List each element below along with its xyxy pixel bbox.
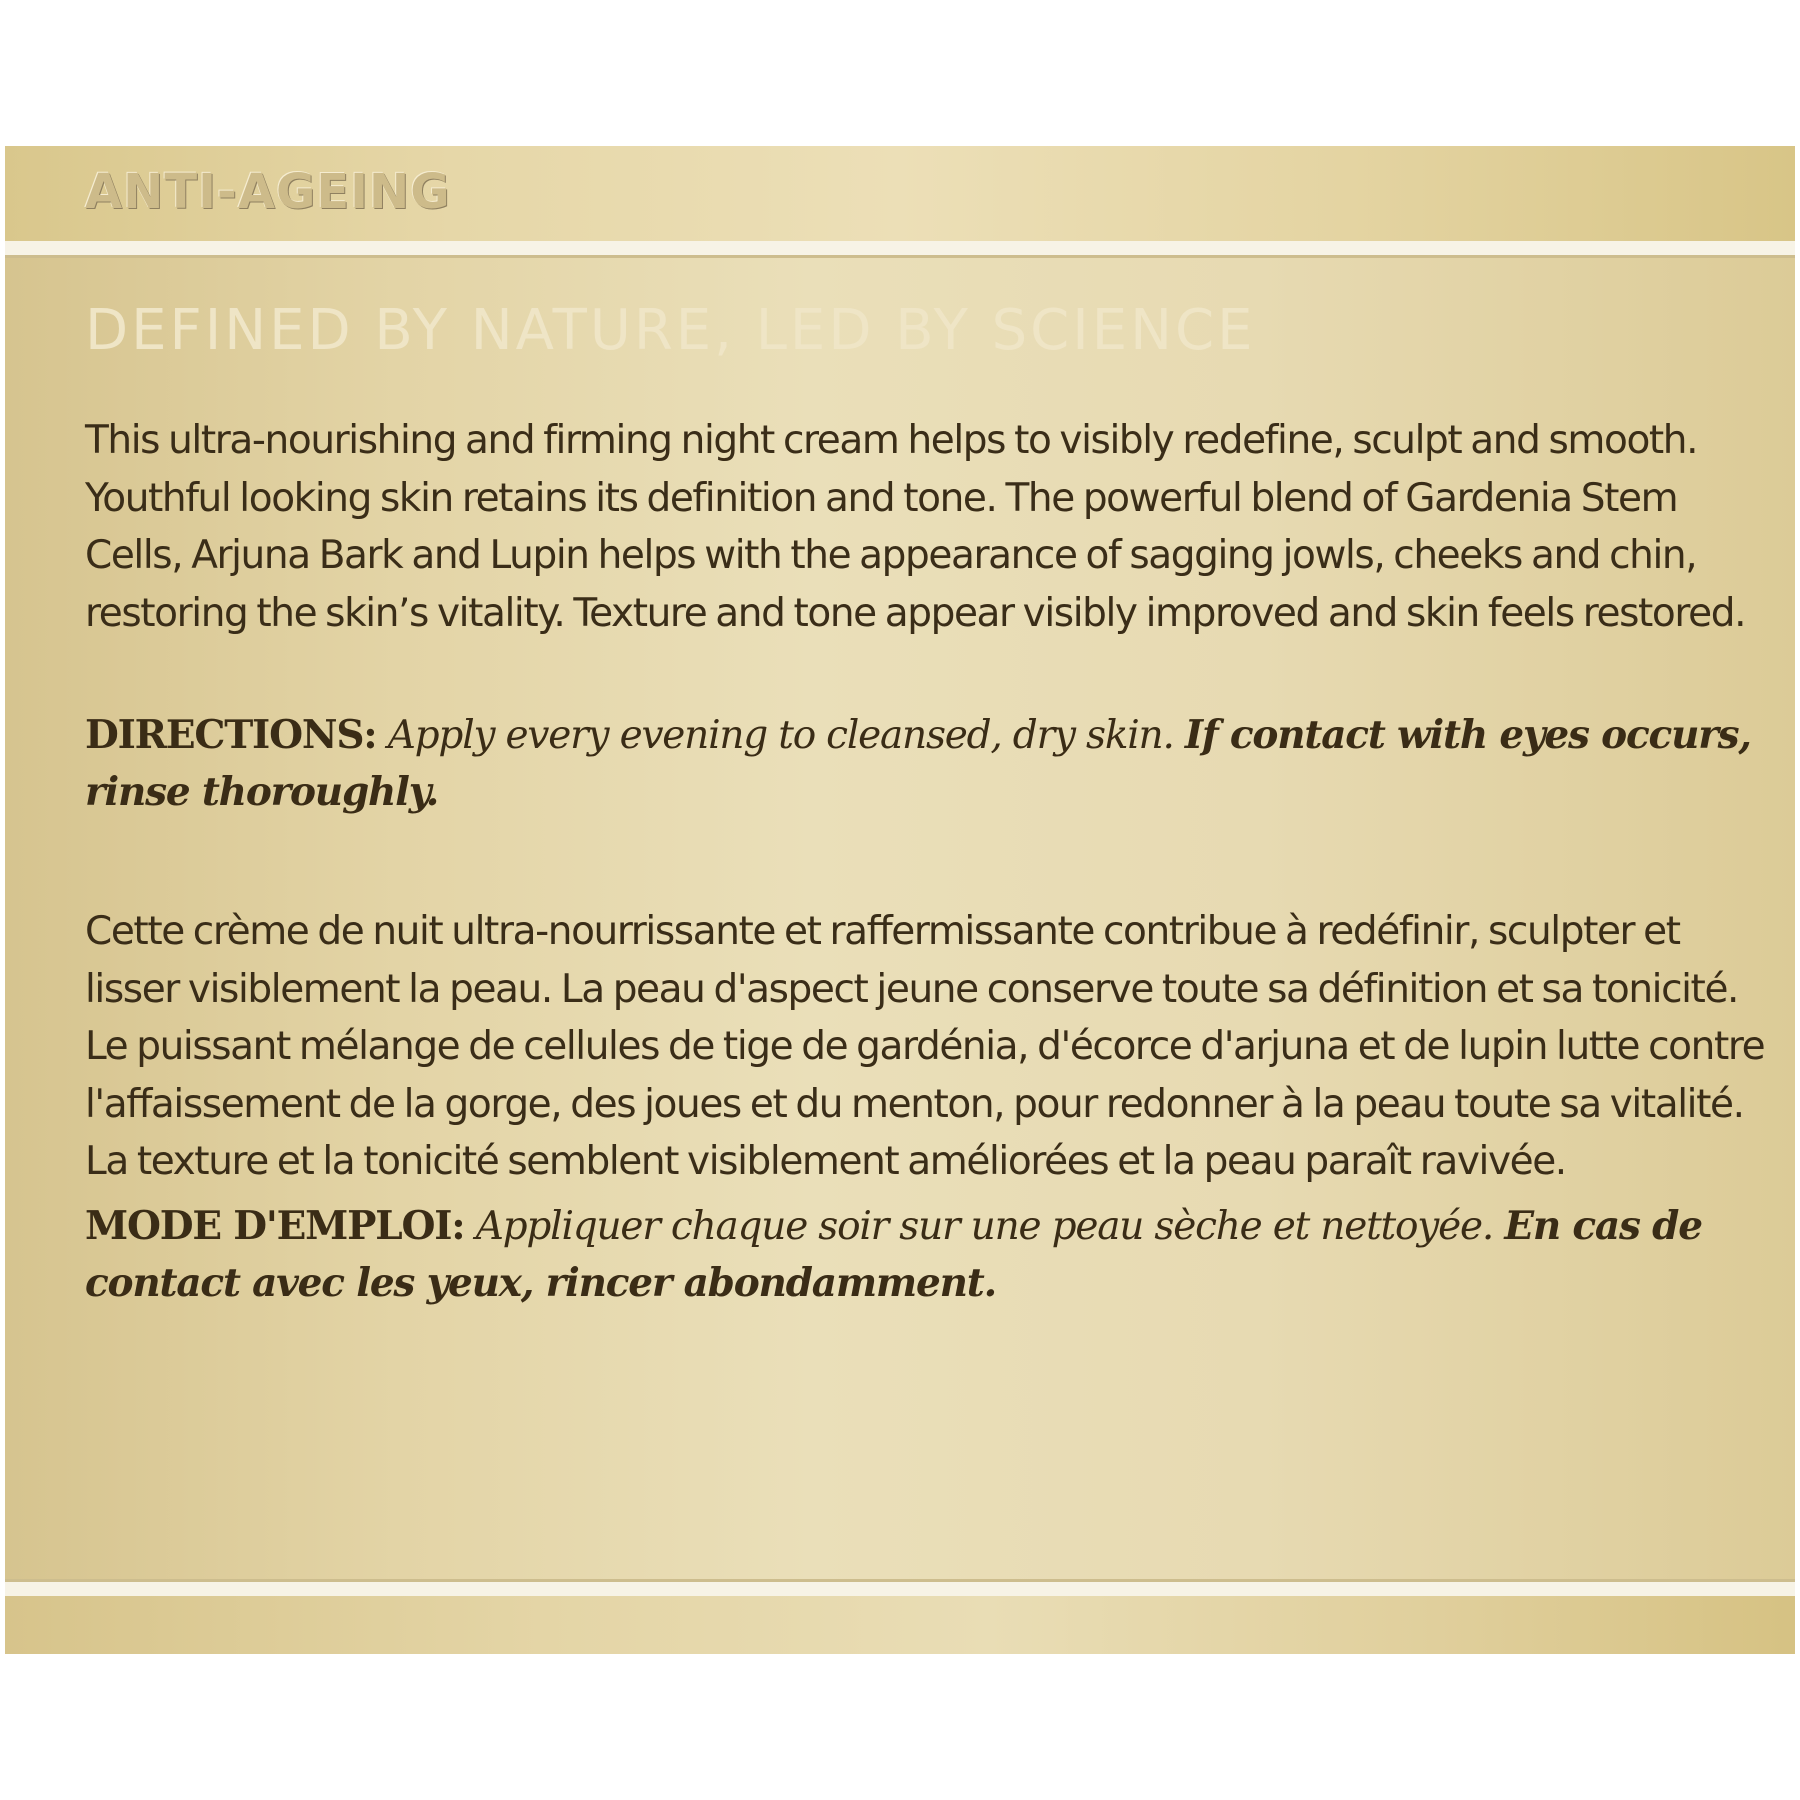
top-stripe	[5, 241, 1795, 255]
top-band	[5, 146, 1795, 241]
category-title: ANTI-AGEING	[85, 164, 451, 220]
english-directions	[85, 707, 1765, 821]
english-directions-text: Apply every evening to cleansed, dry skin.	[387, 713, 1174, 758]
english-directions-label: DIRECTIONS:	[85, 712, 377, 758]
bottom-band	[5, 1596, 1795, 1654]
french-directions-label: MODE D'EMPLOI:	[85, 1203, 465, 1249]
english-directions-warning: If contact with eyes occurs, rinse thoroughly.	[85, 712, 1751, 815]
french-directions-text: Appliquer chaque soir sur une peau sèche et nettoyée.	[475, 1204, 1494, 1249]
english-description: This ultra-nourishing and firming night cream helps to visibly redefine, sculpt and smooth. Youthful looking skin retains its definition and tone. The powerful blend of Gardenia Stem Cells, Arjuna Bark and Lupin helps with the appearance of sagging jowls, cheeks and chin, restoring the skin’s vitality. Texture and tone appear visibly improved and skin feels restored.	[85, 418, 1746, 636]
french-directions	[85, 1198, 1765, 1312]
top-stripe-edge	[5, 255, 1795, 258]
product-label-panel	[5, 146, 1795, 1654]
french-description: Cette crème de nuit ultra-nourrissante et raffermissante contribue à redéfinir, sculpter et lisser visiblement la peau. La peau d'aspect jeune conserve toute sa définition et sa tonicité. Le puissant mélange de cellules de tige de gardénia, d'écorce d'arjuna et de lupin lutte contre l'affaissement de la gorge, des joues et du menton, pour redonner à la peau toute sa vitalité. La texture et la tonicité semblent visiblement améliorées et la peau paraît ravivée.	[85, 909, 1765, 1184]
bottom-stripe	[5, 1582, 1795, 1596]
tagline: DEFINED BY NATURE, LED BY SCIENCE	[85, 298, 1256, 363]
french-directions-warning: En cas de contact avec les yeux, rincer abondamment.	[85, 1203, 1702, 1306]
